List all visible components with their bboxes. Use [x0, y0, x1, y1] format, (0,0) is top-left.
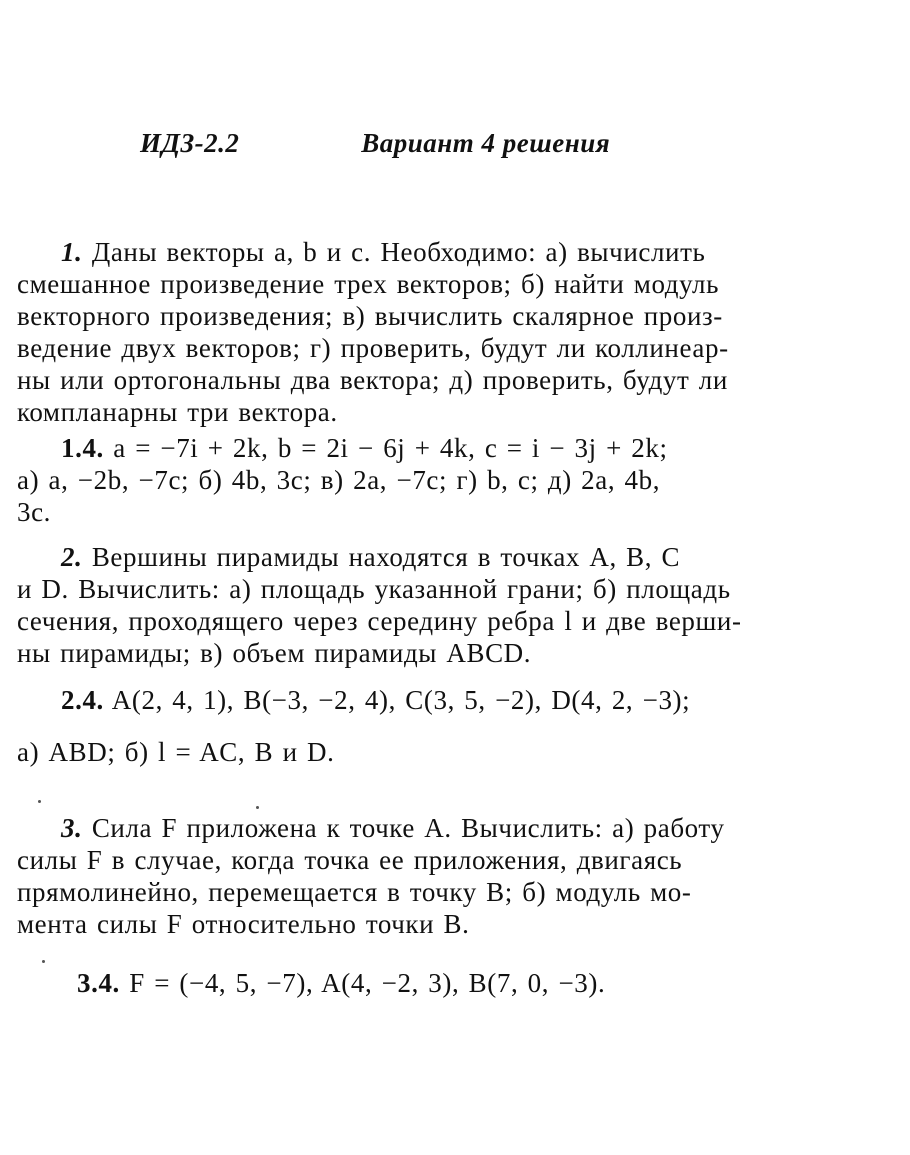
task-1-line: смешанное произведение трех векторов; б) найти модуль: [17, 269, 720, 299]
document-header: [140, 128, 610, 159]
task-3-line: силы F в случае, когда точка ее приложения, двигаясь: [17, 845, 683, 875]
variant-2-4-answer-line: а) ABD; б) l = AC, B и D.: [17, 737, 335, 767]
task-1: [17, 236, 843, 428]
scan-speck: [42, 960, 45, 963]
task-2-line: и D. Вычислить: а) площадь указанной грани; б) площадь: [17, 574, 731, 604]
task-2-line: 2. Вершины пирамиды находятся в точках A, B, C: [61, 542, 681, 572]
scan-speck: [256, 806, 259, 809]
task-3: [17, 812, 843, 940]
variant-1-4-number: 1.4.: [61, 433, 104, 463]
variant-1-4-line: 3c.: [17, 497, 52, 527]
task-1-line: ведение двух векторов; г) проверить, будут ли коллинеар-: [17, 333, 729, 363]
variant-2-4: [17, 684, 843, 716]
variant-title: Вариант 4 решения: [361, 128, 611, 158]
task-3-number: 3.: [61, 813, 83, 843]
task-1-line: векторного произведения; в) вычислить скалярное произ-: [17, 301, 723, 331]
variant-2-4-number: 2.4.: [61, 685, 104, 715]
task-1-line: компланарны три вектора.: [17, 397, 338, 427]
variant-3-4: [17, 967, 843, 999]
variant-1-4-line: 1.4. a = −7i + 2k, b = 2i − 6j + 4k, c = i − 3j + 2k;: [61, 433, 668, 463]
task-3-line: 3. Сила F приложена к точке A. Вычислить: а) работу: [61, 813, 725, 843]
task-3-line: мента силы F относительно точки B.: [17, 909, 470, 939]
variant-2-4-answer: [17, 736, 843, 768]
task-2-line: сечения, проходящего через середину ребра l и две верши-: [17, 606, 742, 636]
variant-2-4-line: 2.4. A(2, 4, 1), B(−3, −2, 4), C(3, 5, −2), D(4, 2, −3);: [61, 685, 691, 715]
variant-1-4: [17, 432, 843, 528]
task-1-line: 1. Даны векторы a, b и c. Необходимо: а) вычислить: [61, 237, 706, 267]
task-2: [17, 541, 843, 669]
task-3-line: прямолинейно, перемещается в точку B; б) модуль мо-: [17, 877, 692, 907]
task-1-number: 1.: [61, 237, 83, 267]
task-1-line: ны или ортогональны два вектора; д) проверить, будут ли: [17, 365, 728, 395]
task-2-line: ны пирамиды; в) объем пирамиды ABCD.: [17, 638, 532, 668]
scan-speck: [38, 800, 41, 803]
assignment-code: ИДЗ-2.2: [140, 128, 240, 158]
task-2-number: 2.: [61, 542, 83, 572]
variant-3-4-number: 3.4.: [77, 968, 120, 998]
variant-1-4-line: а) a, −2b, −7c; б) 4b, 3c; в) 2a, −7c; г) b, c; д) 2a, 4b,: [17, 465, 661, 495]
variant-3-4-line: 3.4. F = (−4, 5, −7), A(4, −2, 3), B(7, 0, −3).: [77, 968, 606, 998]
